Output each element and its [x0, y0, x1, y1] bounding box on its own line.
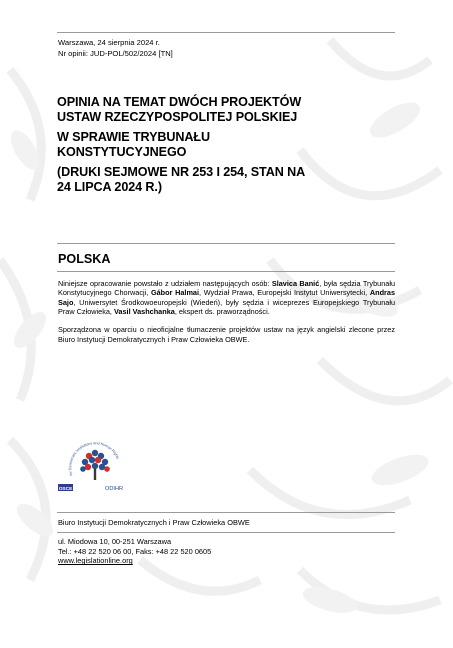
phone-fax: Tel.: +48 22 520 06 00, Faks: +48 22 520 0605 — [58, 546, 212, 556]
top-rule — [57, 32, 395, 33]
address: ul. Miodowa 10, 00-251 Warszawa — [58, 537, 172, 546]
title-line: KONSTYTUCYJNEGO — [57, 144, 187, 159]
contributors-paragraph: Niniejsze opracowanie powstało z udziałem następujących osób: Slavica Banić, była sędzia Trybunału Konstytucyjnego Chorwacji, Gábor Halmai, Wydział Prawa, Europejski Instytut Uniwersytecki, Andras Sajo, Uniwersytet Środkowoeuropejski (Wiedeń), były sędzia i wiceprezes Europejskiego Trybunału Praw Człowieka, Vasil Vashchanka, ekspert ds. praworządności. — [58, 279, 395, 317]
office-name: Biuro Instytucji Demokratycznych i Praw Człowieka OBWE — [58, 518, 250, 527]
opinion-number: Nr opinii: JUD-POL/502/2024 [TN] — [58, 48, 173, 58]
contributor-name: Slavica Banić — [271, 279, 320, 288]
contributor-name: Vasil Vashchanka — [113, 307, 175, 317]
document-body — [58, 279, 395, 353]
translation-note-paragraph: Sporządzona w oparciu o nieoficjalne tłumaczenie projektów ustaw na język angielski zlecone przez Biuro Instytucji Demokratycznych i Praw Człowieka OBWE. — [58, 325, 395, 344]
odihr-label: ODIHR — [105, 486, 124, 492]
website-link[interactable]: www.legislationline.org — [58, 556, 133, 566]
country-heading: POLSKA — [58, 252, 111, 266]
title-line: W SPRAWIE TRYBUNAŁU — [57, 130, 210, 145]
footer-rule — [57, 512, 395, 513]
contact-block — [58, 537, 211, 566]
odihr-logo — [55, 437, 135, 495]
svg-text:for Democratic Institutions an: for Democratic Institutions and Human Rights — [68, 441, 120, 477]
document-meta — [58, 38, 173, 59]
title-line: OPINIA NA TEMAT DWÓCH PROJEKTÓW — [57, 95, 302, 109]
country-bottom-rule — [57, 271, 395, 272]
title-line: 24 LIPCA 2024 R.) — [57, 179, 162, 194]
document-title — [57, 95, 357, 201]
osce-label: OSCE — [58, 486, 73, 492]
country-top-rule — [57, 243, 395, 244]
title-line: (DRUKI SEJMOWE NR 253 I 254, STAN NA — [57, 165, 306, 180]
title-line: USTAW RZECZYPOSPOLITEJ POLSKIEJ — [57, 109, 298, 124]
contributor-name: Andras Sajo — [58, 288, 395, 307]
place-date: Warszawa, 24 sierpnia 2024 r. — [58, 38, 160, 47]
footer-rule-2 — [57, 532, 395, 533]
contributor-name: Gábor Halmai — [150, 288, 200, 298]
